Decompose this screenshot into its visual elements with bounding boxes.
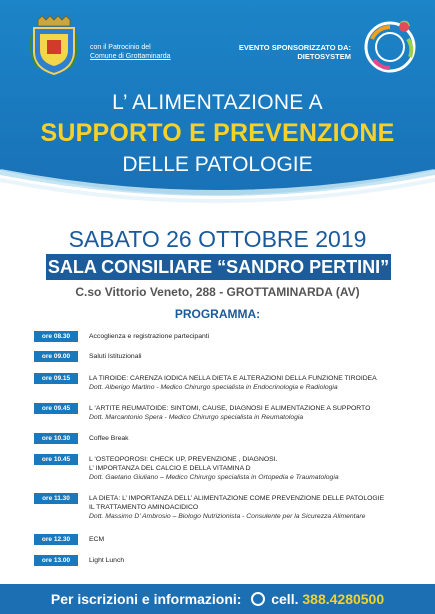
program-description [89, 455, 419, 482]
sponsor-name: DIETOSYSTEM [297, 52, 351, 61]
program-description [89, 332, 419, 341]
program-title: LA TIROIDE: CARENZA IODICA NELLA DIETA E ALTERAZIONI DELLA FUNZIONE TIROIDEA [89, 375, 377, 382]
program-description [89, 404, 419, 422]
program-description [89, 556, 419, 565]
time-badge: ore 08.30 [34, 331, 78, 342]
program-title: L ‘OSTEOPOROSI: CHECK UP, PREVENZIONE , DIAGNOSI. [89, 456, 278, 463]
municipal-crest-icon [30, 14, 78, 76]
program-speaker: Dott. Alberigo Martino - Medico Chirurgo specialista in Endocrinologia e Radiologia [89, 384, 338, 391]
event-address: C.so Vittorio Veneto, 288 - GROTTAMINARDA (AV) [75, 285, 360, 299]
time-badge: ore 12.30 [34, 534, 78, 545]
title-line-2: SUPPORTO E PREVENZIONE [40, 119, 395, 147]
time-badge: ore 09.00 [34, 351, 78, 362]
dietosystem-logo-icon [360, 14, 420, 76]
program-speaker: Dott. Massimo D’ Ambrosio – Biologo Nutrizionista - Consulente per la Sicurezza Alimentare [89, 513, 366, 520]
program-title-2: L’ IMPORTANZA DEL CALCIO E DELLA VITAMINA D [89, 465, 251, 472]
program-speaker: Dott. Marcantonio Spera - Medico Chirurgo specialista in Reumatologia [89, 414, 304, 421]
program-speaker: Dott. Gaetano Giuliano – Medico Chirurgo specialista in Ortopedia e Traumatologia [89, 474, 339, 481]
time-badge: ore 11.30 [34, 493, 78, 504]
time-badge: ore 09.45 [34, 403, 78, 414]
title-line-3: DELLE PATOLOGIE [122, 153, 313, 176]
program-description [89, 494, 419, 521]
program-description [89, 535, 419, 544]
program-description [89, 434, 419, 443]
time-badge: ore 10.45 [34, 454, 78, 465]
program-description [89, 352, 419, 361]
sponsor-label: EVENTO SPONSORIZZATO DA: [238, 43, 351, 52]
programme-heading: PROGRAMMA: [174, 307, 261, 321]
time-badge: ore 10.30 [34, 433, 78, 444]
patronage-line: con il Patrocinio del [90, 44, 151, 51]
contact-footer [0, 584, 435, 614]
program-title: L ‘ARTITE REUMATOIDE: SINTOMI, CAUSE, DIAGNOSI E ALIMENTAZIONE A SUPPORTO [89, 405, 371, 412]
program-title: Light Lunch [89, 557, 125, 564]
program-title: LA DIETA: L’ IMPORTANZA DELL’ ALIMENTAZIONE COME PREVENZIONE DELLE PATOLOGIE [89, 495, 385, 502]
patronage-note [90, 43, 220, 61]
program-title: Accoglienza e registrazione partecipanti [89, 333, 210, 340]
sponsor-note [208, 43, 351, 61]
phone-number[interactable]: 388.4280500 [302, 591, 385, 607]
program-title: ECM [89, 536, 105, 543]
program-title: Coffee Break [89, 435, 129, 442]
time-badge: ore 13.00 [34, 555, 78, 566]
program-title: Saluti Istituzionali [89, 353, 142, 360]
time-badge: ore 09.15 [34, 373, 78, 384]
cell-label: cell. [271, 591, 299, 607]
title-line-1: L’ ALIMENTAZIONE A [112, 91, 323, 114]
phone-icon [251, 592, 265, 606]
contact-label: Per iscrizioni e informazioni: [50, 591, 242, 607]
program-description [89, 374, 419, 392]
event-venue: SALA CONSILIARE “SANDRO PERTINI” [46, 254, 391, 280]
municipality-name: Comune di Grottaminarda [90, 53, 171, 60]
program-title-2: IL TRATTAMENTO AMINOACIDICO [89, 504, 199, 511]
event-date: SABATO 26 OTTOBRE 2019 [68, 226, 367, 252]
